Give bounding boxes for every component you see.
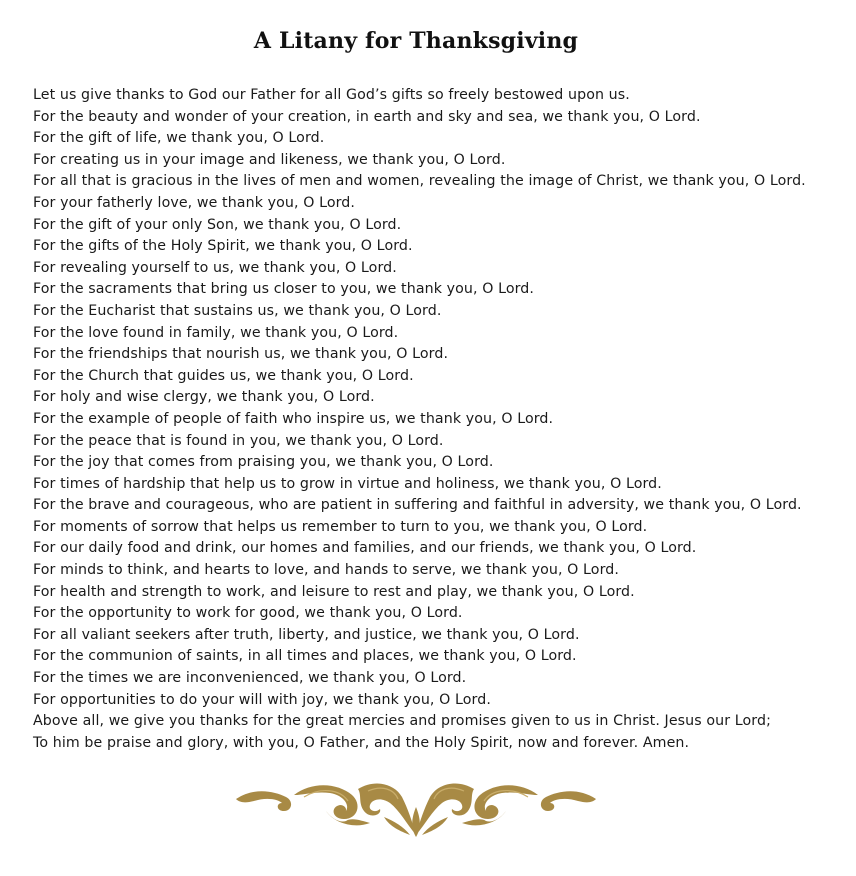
litany-line: For the peace that is found in you, we thank you, O Lord. [33, 432, 444, 449]
litany-line: For our daily food and drink, our homes and families, and our friends, we thank you, O Lord. [33, 540, 697, 557]
litany-line: For minds to think, and hearts to love, and hands to serve, we thank you, O Lord. [33, 562, 619, 579]
litany-line: For the sacraments that bring us closer to you, we thank you, O Lord. [33, 281, 535, 298]
litany-line: For the communion of saints, in all times and places, we thank you, O Lord. [33, 648, 577, 665]
litany-line: For holy and wise clergy, we thank you, O Lord. [33, 389, 375, 406]
litany-line: Above all, we give you thanks for the great mercies and promises given to us in Christ. Jesus our Lord; [33, 713, 771, 730]
gold-scroll-flourish-icon [234, 777, 598, 839]
litany-line: For the joy that comes from praising you, we thank you, O Lord. [33, 454, 494, 471]
litany-line: For the beauty and wonder of your creation, in earth and sky and sea, we thank you, O Lord. [33, 108, 701, 125]
litany-line: For the brave and courageous, who are patient in suffering and faithful in adversity, we thank you, O Lord. [33, 497, 802, 514]
litany-line: For all that is gracious in the lives of men and women, revealing the image of Christ, we thank you, O Lord. [33, 173, 806, 190]
page-title: A Litany for Thanksgiving [253, 28, 579, 54]
litany-line: For the gifts of the Holy Spirit, we thank you, O Lord. [33, 238, 413, 255]
litany-line: For the gift of your only Son, we thank you, O Lord. [33, 216, 402, 233]
litany-line: For creating us in your image and likeness, we thank you, O Lord. [33, 151, 506, 168]
litany-line: For your fatherly love, we thank you, O Lord. [33, 194, 356, 211]
litany-line: For the opportunity to work for good, we thank you, O Lord. [33, 605, 463, 622]
litany-line: For revealing yourself to us, we thank you, O Lord. [33, 259, 397, 276]
litany-line: For the Church that guides us, we thank you, O Lord. [33, 367, 414, 384]
litany-line: For the love found in family, we thank you, O Lord. [33, 324, 399, 341]
litany-line: Let us give thanks to God our Father for all God’s gifts so freely bestowed upon us. [33, 87, 630, 103]
litany-line: For all valiant seekers after truth, liberty, and justice, we thank you, O Lord. [33, 626, 580, 643]
litany-line: For moments of sorrow that helps us remember to turn to you, we thank you, O Lord. [33, 518, 648, 535]
litany-line: For the example of people of faith who inspire us, we thank you, O Lord. [33, 410, 554, 427]
litany-lines [33, 85, 833, 754]
litany-line: For opportunities to do your will with joy, we thank you, O Lord. [33, 691, 491, 708]
litany-line: For the friendships that nourish us, we thank you, O Lord. [33, 346, 449, 363]
litany-line: To him be praise and glory, with you, O Father, and the Holy Spirit, now and forever. Amen. [33, 734, 690, 751]
litany-line: For the times we are inconvenienced, we thank you, O Lord. [33, 670, 467, 687]
litany-line: For the gift of life, we thank you, O Lord. [33, 130, 325, 147]
litany-line: For health and strength to work, and leisure to rest and play, we thank you, O Lord. [33, 583, 635, 600]
litany-line: For times of hardship that help us to grow in virtue and holiness, we thank you, O Lord. [33, 475, 662, 492]
litany-line: For the Eucharist that sustains us, we thank you, O Lord. [33, 302, 442, 319]
